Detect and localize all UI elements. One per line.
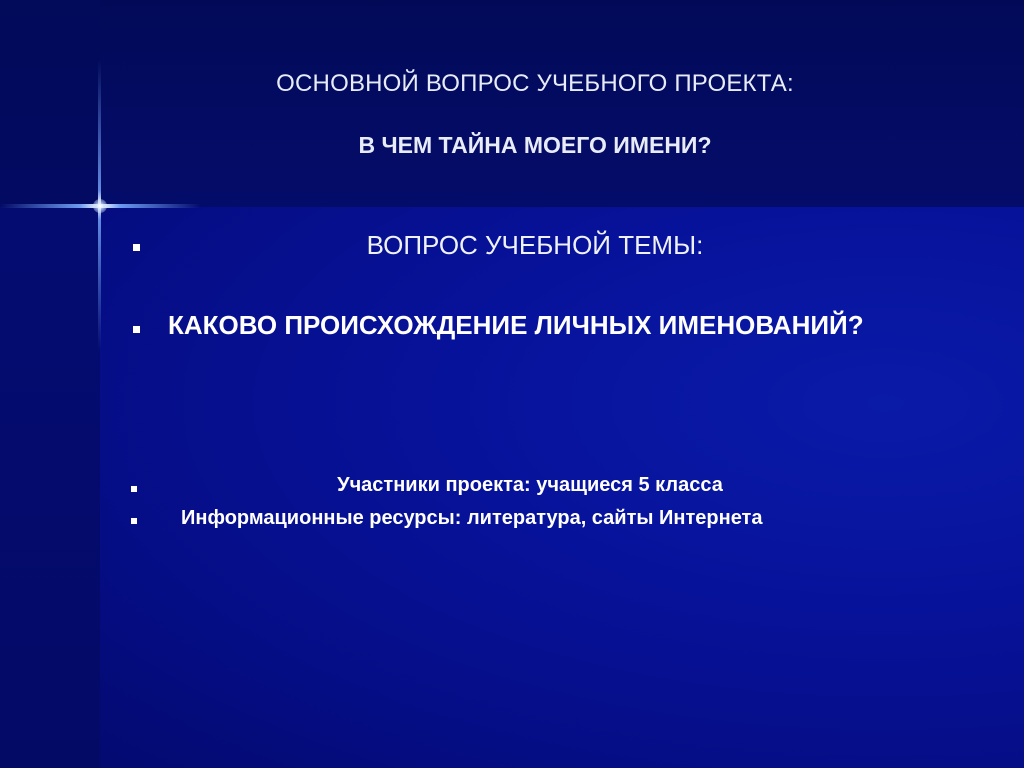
list-item-resources: Информационные ресурсы: литература, сайты Интернета [181, 507, 763, 529]
list-item-participants: Участники проекта: учащиеся 5 класса [337, 474, 723, 496]
sparkle-core [93, 199, 107, 213]
square-bullet-icon [131, 518, 137, 524]
slide-heading: ОСНОВНОЙ ВОПРОС УЧЕБНОГО ПРОЕКТА: [276, 70, 794, 97]
list-item-topic-question-label: ВОПРОС УЧЕБНОЙ ТЕМЫ: [366, 230, 704, 260]
square-bullet-icon [131, 486, 137, 492]
background-left-lower [0, 207, 100, 768]
square-bullet-icon [133, 244, 140, 251]
square-bullet-icon [133, 326, 140, 333]
main-question: В ЧЕМ ТАЙНА МОЕГО ИМЕНИ? [358, 132, 712, 158]
list-item-topic-question: КАКОВО ПРОИСХОЖДЕНИЕ ЛИЧНЫХ ИМЕНОВАНИЙ? [168, 310, 864, 340]
background-top-band [0, 0, 1024, 207]
